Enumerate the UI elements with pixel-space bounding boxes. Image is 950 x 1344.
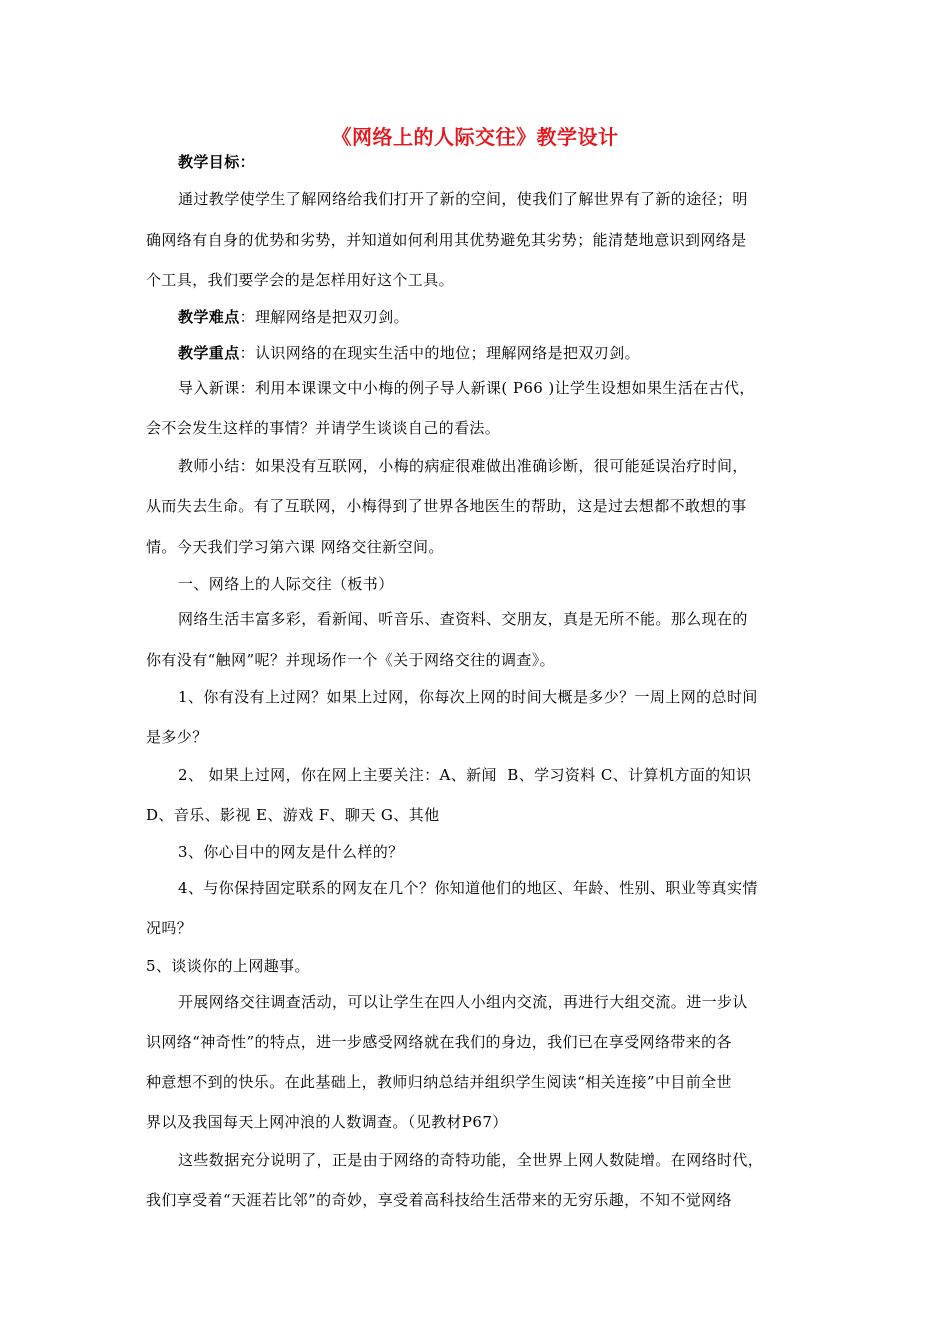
focus-paragraph (178, 341, 640, 365)
data-line: 这些数据充分说明了，正是由于网络的奇特功能，全世界上网人数陡增。在网络时代， (178, 1151, 764, 1169)
intro-line: 会不会发生这样的事情？并请学生谈谈自己的看法。 (146, 419, 501, 437)
data-line: 我们享受着“天涯若比邻”的奇妙，享受着高科技给生活带来的无穷乐趣，不知不觉网络 (146, 1191, 732, 1209)
focus-label: 教学重点 (178, 344, 240, 362)
document-title: 《网络上的人际交往》教学设计 (331, 125, 619, 149)
life-line: 你有没有“触网”呢？并现场作一个《关于网络交往的调查》。 (146, 651, 556, 669)
objective-heading: 教学目标： (178, 153, 256, 171)
summary-line: 情。今天我们学习第六课 网络交往新空间。 (146, 538, 444, 556)
objective-line: 确网络有自身的优势和劣势，并知道如何利用其优势避免其劣势；能清楚地意识到网络是 (146, 231, 747, 249)
difficulty-text: ：理解网络是把双刃剑。 (239, 308, 410, 326)
difficulty-paragraph (178, 305, 409, 329)
difficulty-label: 教学难点 (178, 308, 240, 326)
question-4-line: 况吗？ (146, 919, 193, 937)
activity-line: 界以及我国每天上网冲浪的人数调查。（见教材P67） (146, 1113, 508, 1131)
focus-text: ：认识网络的在现实生活中的地位；理解网络是把双刃剑。 (239, 344, 641, 362)
summary-line: 从而失去生命。有了互联网，小梅得到了世界各地医生的帮助，这是过去想都不敢想的事 (146, 497, 747, 515)
objective-line: 通过教学使学生了解网络给我们打开了新的空间，使我们了解世界有了新的途径；明 (178, 190, 748, 208)
question-2-line: 2、 如果上过网，你在网上主要关注：A、新闻 B、学习资料 C、计算机方面的知识 (178, 766, 752, 784)
activity-line: 识网络“神奇性”的特点，进一步感受网络就在我们的身边，我们已在享受网络带来的各 (146, 1033, 732, 1051)
question-1-line: 是多少？ (146, 728, 208, 746)
life-line: 网络生活丰富多彩，看新闻、听音乐、查资料、交朋友，真是无所不能。那么现在的 (178, 610, 748, 628)
section-heading: 一、网络上的人际交往（板书） (178, 575, 394, 593)
activity-line: 开展网络交往调查活动，可以让学生在四人小组内交流，再进行大组交流。进一步认 (178, 993, 748, 1011)
question-4-line: 4、与你保持固定联系的网友在几个？你知道他们的地区、年龄、性别、职业等真实情 (178, 879, 758, 897)
question-1-line: 1、你有没有上过网？如果上过网，你每次上网的时间大概是多少？一周上网的总时间 (178, 688, 758, 706)
summary-line: 教师小结：如果没有互联网，小梅的病症很难做出准确诊断，很可能延误治疗时间， (178, 457, 748, 475)
intro-line: 导入新课：利用本课课文中小梅的例子导人新课( P66 )让学生设想如果生活在古代， (178, 379, 755, 397)
question-3: 3、你心目中的网友是什么样的？ (178, 843, 404, 861)
question-5: 5、谈谈你的上网趣事。 (146, 957, 310, 975)
activity-line: 种意想不到的快乐。在此基础上，教师归纳总结并组织学生阅读“相关连接”中目前全世 (146, 1073, 732, 1091)
objective-line: 个工具，我们要学会的是怎样用好这个工具。 (146, 271, 455, 289)
question-2-line: D、音乐、影视 E、游戏 F、聊天 G、其他 (146, 806, 440, 824)
